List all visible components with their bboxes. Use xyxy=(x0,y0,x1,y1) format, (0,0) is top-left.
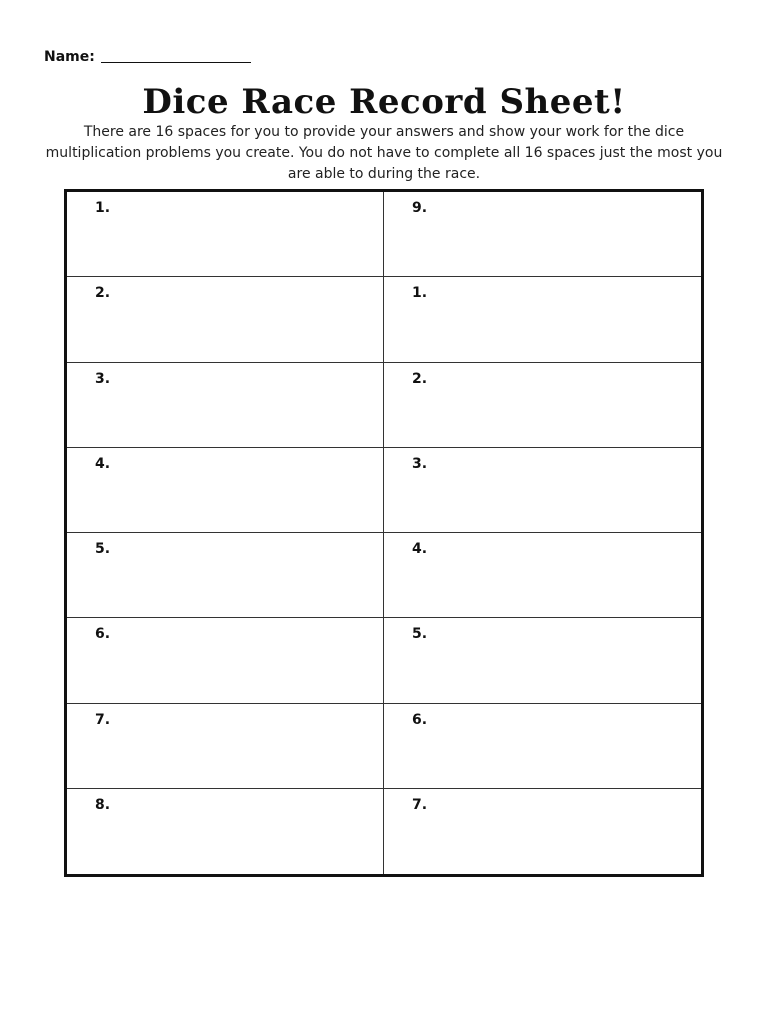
cell-number: 5. xyxy=(95,541,111,557)
answer-cell-left-1[interactable] xyxy=(67,192,384,277)
cell-number: 9. xyxy=(412,200,428,216)
name-blank-line[interactable] xyxy=(101,48,251,63)
cell-number: 6. xyxy=(412,711,428,728)
cell-number: 2. xyxy=(412,370,428,387)
cell-number: 8. xyxy=(95,796,111,813)
answer-cell-right-2[interactable] xyxy=(384,277,701,362)
answer-cell-left-8[interactable] xyxy=(67,789,384,874)
cell-number: 7. xyxy=(95,711,111,728)
answer-cell-left-6[interactable] xyxy=(67,618,384,703)
answer-cell-right-5[interactable] xyxy=(384,533,701,618)
name-field-row xyxy=(44,44,251,66)
cell-number: 7. xyxy=(412,796,428,813)
answer-cell-left-7[interactable] xyxy=(67,704,384,789)
answer-cell-right-6[interactable] xyxy=(384,618,701,703)
cell-number: 1. xyxy=(95,200,111,216)
answer-cell-left-3[interactable] xyxy=(67,363,384,448)
cell-number: 4. xyxy=(95,455,111,472)
cell-number: 2. xyxy=(95,285,111,302)
cell-number: 6. xyxy=(95,626,111,643)
cell-number: 4. xyxy=(412,541,428,557)
cell-number: 5. xyxy=(412,626,428,643)
instructions-text: There are 16 spaces for you to provide your answers and show your work for the dice multiplication problems you create. You do not have to complete all 16 spaces just the most you are able to during the race. xyxy=(45,124,723,182)
answer-cell-left-5[interactable] xyxy=(67,533,384,618)
name-label: Name: xyxy=(44,49,95,65)
answer-cell-right-7[interactable] xyxy=(384,704,701,789)
answer-cell-right-3[interactable] xyxy=(384,363,701,448)
record-table xyxy=(64,189,704,877)
answer-cell-left-4[interactable] xyxy=(67,448,384,533)
page-title: Dice Race Record Sheet! xyxy=(142,82,626,122)
cell-number: 1. xyxy=(412,285,428,302)
cell-number: 3. xyxy=(95,370,111,387)
answer-cell-right-1[interactable] xyxy=(384,192,701,277)
answer-cell-right-4[interactable] xyxy=(384,448,701,533)
answer-cell-left-2[interactable] xyxy=(67,277,384,362)
cell-number: 3. xyxy=(412,455,428,472)
answer-cell-right-8[interactable] xyxy=(384,789,701,874)
